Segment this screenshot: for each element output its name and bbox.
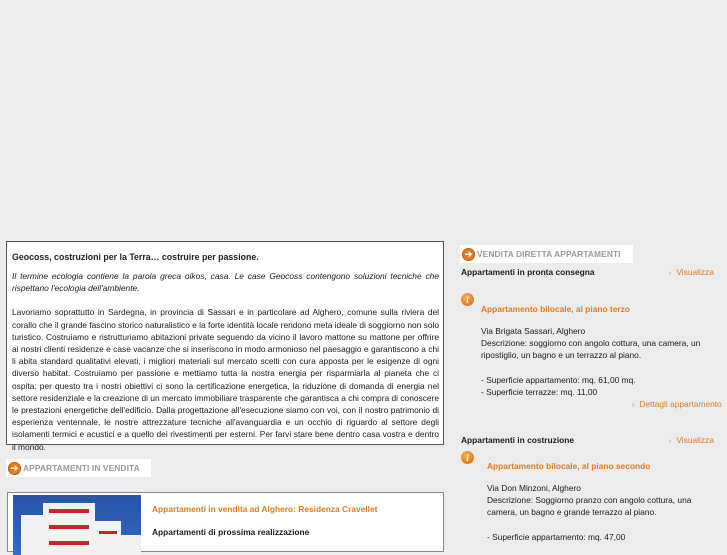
tab-label: APPARTAMENTI IN VENDITA	[23, 463, 140, 473]
building-photo[interactable]	[13, 495, 141, 555]
group1-details-link[interactable]: › Dettagli appartamento	[632, 399, 722, 409]
group2-description: Descrizione: Soggiorno pranzo con angolo cottura, una camera, un bagno e grande terrazzo al piano.	[487, 495, 692, 518]
group2-heading: Appartamenti in costruzione	[461, 435, 575, 445]
arrow-right-icon: ➔	[8, 462, 21, 475]
listing-card[interactable]	[7, 492, 444, 552]
group1-item-title[interactable]: Appartamento bilocale, al piano terzo	[481, 304, 630, 314]
tab-appartamenti-in-vendita[interactable]	[6, 459, 151, 477]
info-icon: i	[461, 293, 474, 306]
chevron-right-icon: ›	[669, 438, 672, 445]
intro-box	[6, 241, 444, 452]
intro-lead: Il termine ecologia contiene la parola greca oikos, casa. Le case Geocoss contengono soluzioni tecniche che rispettano l'ecologia dell'ambiente.	[12, 271, 439, 294]
chevron-right-icon: ›	[669, 270, 672, 277]
chevron-right-icon: ›	[632, 402, 635, 409]
group1-surface2: - Superficie terrazze: mq. 11,00	[481, 386, 598, 397]
listing-subtitle: Appartamenti di prossima realizzazione	[152, 527, 310, 537]
group2-address: Via Don Minzoni, Alghero	[487, 483, 581, 493]
listing-title-link[interactable]: Appartamenti in vendita ad Alghero: Residenza Cravellet	[152, 504, 378, 514]
group1-address: Via Brigata Sassari, Alghero	[481, 326, 586, 336]
tab-label: VENDITA DIRETTA APPARTAMENTI	[477, 249, 621, 259]
intro-title: Geocoss, costruzioni per la Terra… costruire per passione.	[12, 252, 259, 262]
group1-description: Descrizione: soggiorno con angolo cottura, una camera, un ripostiglio, un bagno e un terrazzo al piano.	[481, 338, 701, 361]
info-icon: i	[461, 451, 474, 464]
intro-body: Lavoriamo soprattutto in Sardegna, in provincia di Sassari e in particolare ad Alghero, comune sulla riviera del corallo che il grande fascino storico naturalistico e la forte identità locale rendono meta ideale di soggiorno non solo turistico. Costruiamo e ristrutturiamo abitazioni private seguendo da vicino il lavoro mattone su mattone per offrire ai nostri clienti residenze e case vacanze che si inseriscono in modo armonioso nel paesaggio e garantiscono a chi li abita standard qualitativi elevati, i migliori materiali sul mercato scelti con cura apposta per le esigenze di ogni diverso habitat. Costruiamo per passione e mettiamo tutta la nostra energia per risparmiarla al pianeta che ci ospita: per questo tra i nostri obiettivi ci sono la certificazione energetica, la riduzione di domanda di energia nel settore residenziale e la creazione di un mercato immobiliare trasparente che garantisca a chi compra di conoscere le prestazioni energetiche dell'edificio. Dalla progettazione all'esecuzione siamo con voi, con il nostro patrimonio di esperienza ventennale, le nostre attrezzature tecniche all'avanguardia e un occhio di riguardo al settore degli isolamenti termici e acustici e a quello dei rivestimenti per esterni. Per farvi stare bene dentro casa vostra e dentro il mondo.	[12, 307, 439, 452]
group2-details	[487, 482, 723, 543]
tab-vendita-diretta[interactable]	[460, 245, 633, 263]
arrow-right-icon: ➔	[462, 248, 475, 261]
group1-visualizza-link[interactable]: › Visualizza	[669, 267, 714, 277]
group2-surface1: - Superficie appartamento: mq. 47,00	[487, 531, 626, 542]
group2-item-title[interactable]: Appartamento bilocale, al piano secondo	[487, 461, 651, 471]
group1-details	[481, 325, 721, 398]
group2-visualizza-link[interactable]: › Visualizza	[669, 435, 714, 445]
group1-surface1: - Superficie appartamento: mq. 61,00 mq.	[481, 374, 636, 385]
group1-heading: Appartamenti in pronta consegna	[461, 267, 595, 277]
